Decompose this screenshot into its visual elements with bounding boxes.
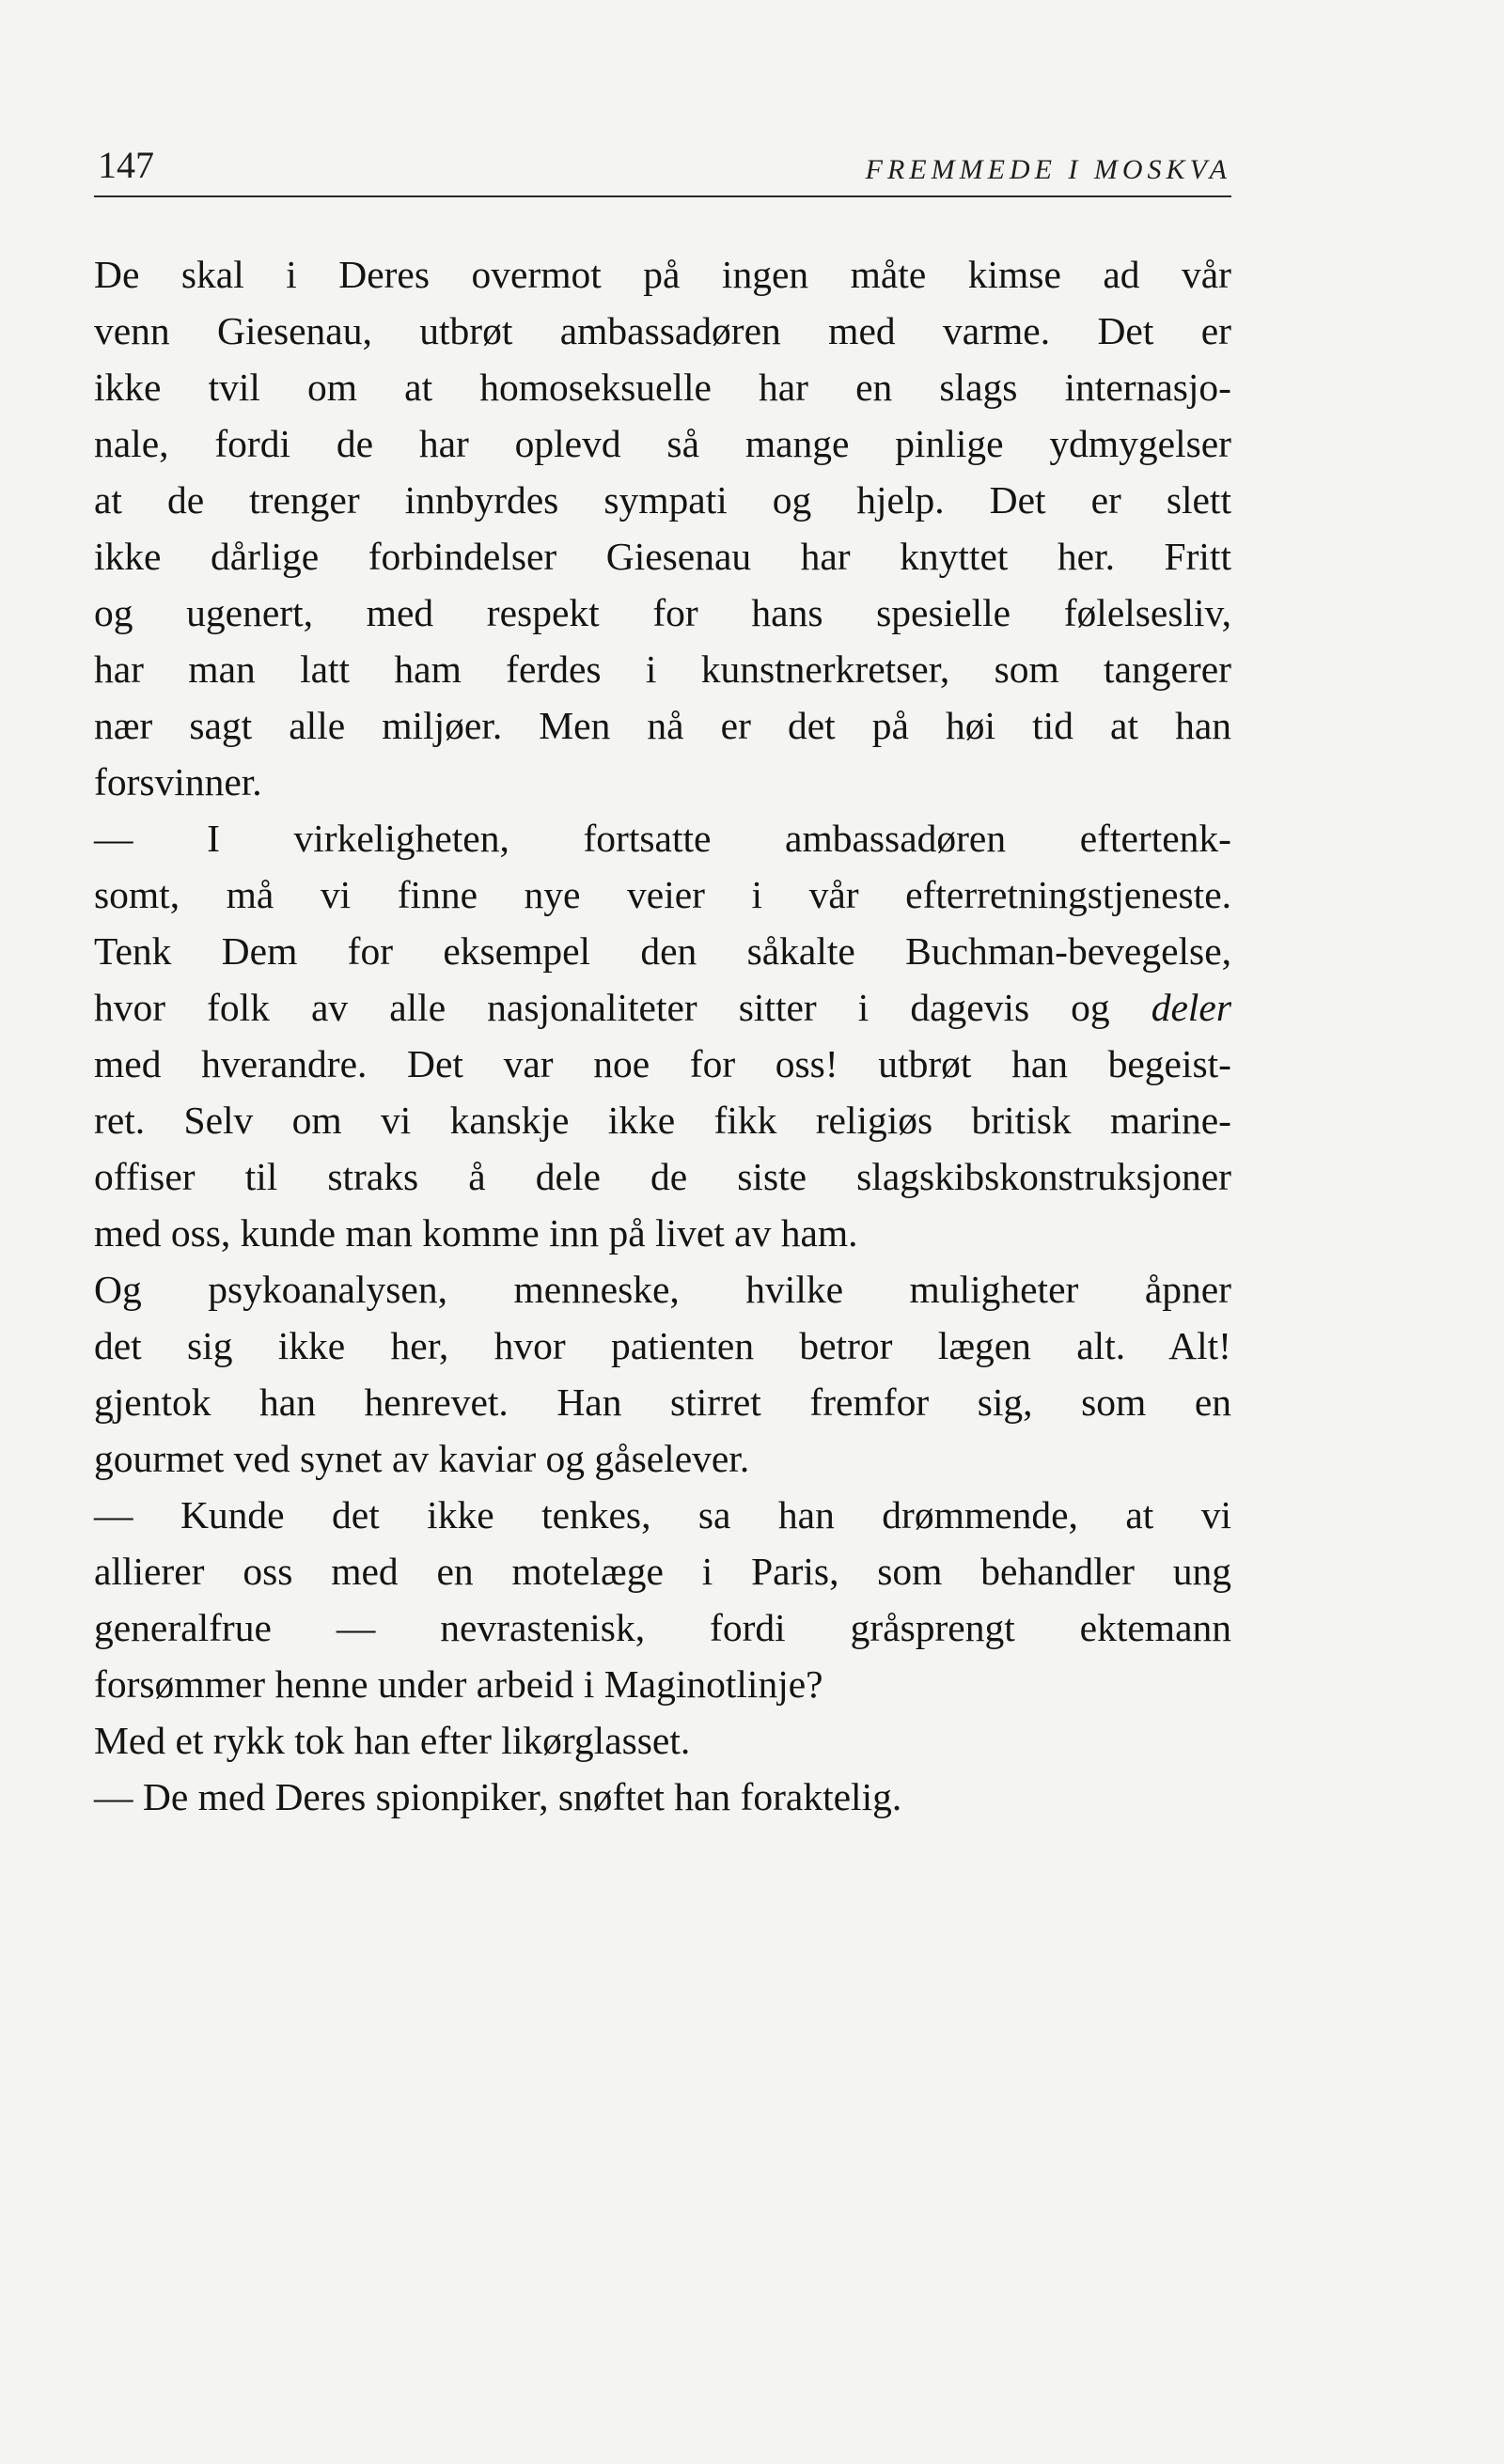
running-title: FREMMEDE I MOSKVA [865,154,1231,185]
text-line: Med et rykk tok han efter likørglasset. [94,1719,691,1762]
text-line: med oss, kunde man komme inn på livet av ham. [94,1211,858,1255]
text-line: ikke tvil om at homoseksuelle har en slags internasjo- [94,366,1231,409]
text-line: ikke dårlige forbindelser Giesenau har knyttet her. Fritt [94,535,1231,578]
text-line: ret. Selv om vi kanskje ikke fikk religiøs britisk marine- [94,1099,1231,1142]
text-line: nær sagt alle miljøer. Men nå er det på høi tid at han [94,704,1231,747]
text-line-part: hvor folk av alle nasjonaliteter sitter i dagevis og [94,986,1110,1029]
text-line: det sig ikke her, hvor patienten betror lægen alt. Alt! [94,1324,1231,1367]
text-line: generalfrue — nevrastenisk, fordi gråsprengt ektemann [94,1606,1231,1649]
text-line: gjentok han henrevet. Han stirret fremfor sig, som en [94,1380,1231,1424]
text-line: Og psykoanalysen, menneske, hvilke muligheter åpner [94,1268,1231,1311]
text-line: forsømmer henne under arbeid i Maginotlinje? [94,1662,823,1706]
text-line: og ugenert, med respekt for hans spesielle følelsesliv, [94,591,1231,634]
page-header [94,139,1231,197]
text-line: gourmet ved synet av kaviar og gåselever. [94,1437,750,1480]
text-line: somt, må vi finne nye veier i vår efterretningstjeneste. [94,873,1231,916]
text-line: De skal i Deres overmot på ingen måte kimse ad vår [94,253,1231,296]
text-line: — I virkeligheten, fortsatte ambassadøren eftertenk- [94,817,1231,860]
text-line: nale, fordi de har oplevd så mange pinlige ydmygelser [94,422,1231,465]
body-text [94,246,1231,1825]
text-line: — Kunde det ikke tenkes, sa han drømmende, at vi [94,1493,1231,1536]
text-line: venn Giesenau, utbrøt ambassadøren med varme. Det er [94,309,1231,352]
text-line: Tenk Dem for eksempel den såkalte Buchman-bevegelse, [94,929,1231,973]
text-line [94,979,1231,1036]
page-number: 147 [98,144,154,186]
text-line: forsvinner. [94,760,262,803]
text-line: med hverandre. Det var noe for oss! utbrøt han begeist- [94,1042,1231,1085]
text-line: har man latt ham ferdes i kunstnerkretser, som tangerer [94,647,1231,691]
text-line: offiser til straks å dele de siste slagskibskonstruksjoner [94,1155,1231,1198]
text-line: — De med Deres spionpiker, snøftet han foraktelig. [94,1775,902,1818]
text-line: allierer oss med en motelæge i Paris, som behandler ung [94,1550,1231,1593]
italic-word: deler [1151,986,1231,1029]
text-line: at de trenger innbyrdes sympati og hjelp. Det er slett [94,478,1231,522]
